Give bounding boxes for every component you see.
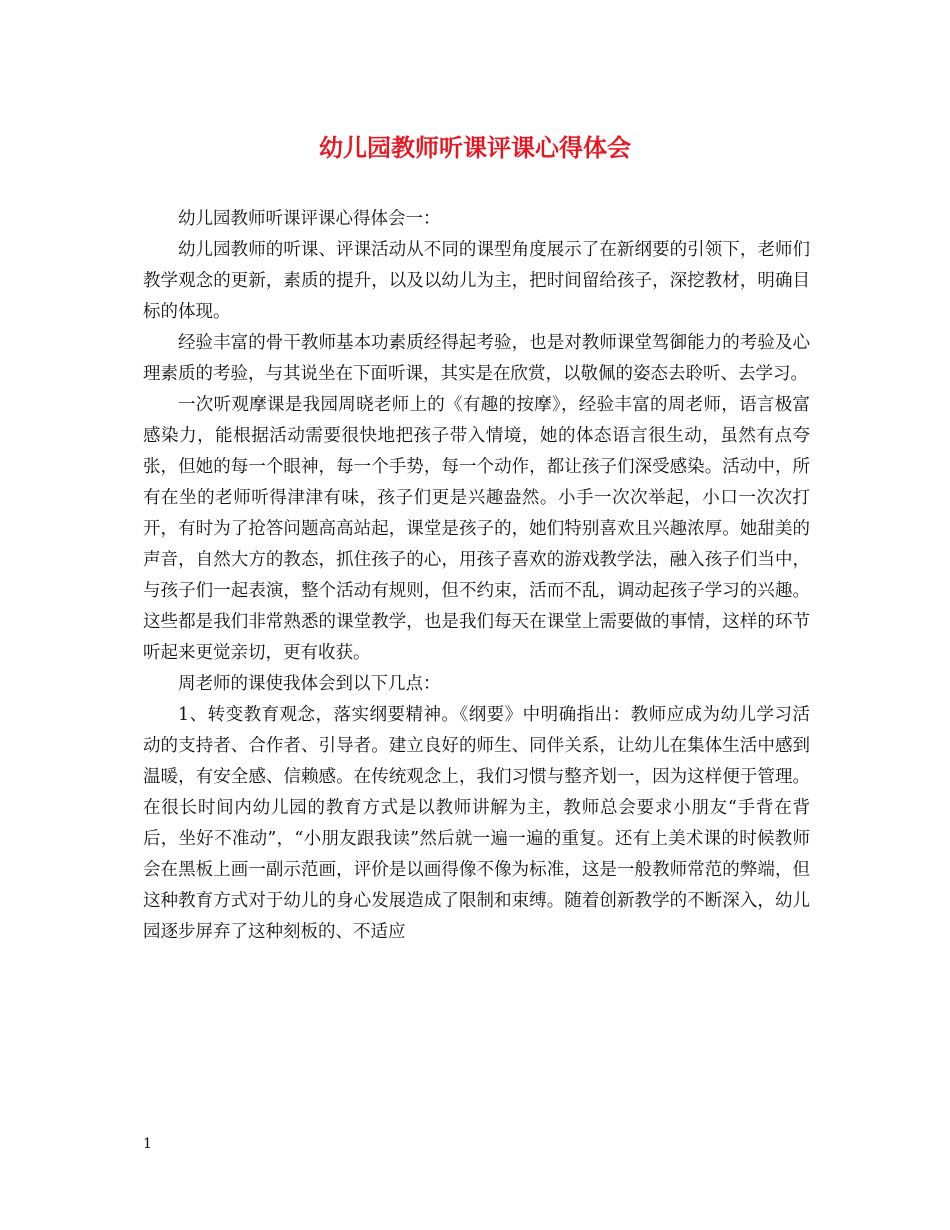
document-body <box>143 204 810 948</box>
document-title: 幼儿园教师听课评课心得体会 <box>319 133 631 162</box>
paragraph: 一次听观摩课是我园周晓老师上的《有趣的按摩》，经验丰富的周老师，语言极富感染力，能根据活动需要很快地把孩子带入情境，她的体态语言很生动，虽然有点夸张，但她的每一个眼神，每一个手势，每一个动作，都让孩子们深受感染。活动中，所有在坐的老师听得津津有味，孩子们更是兴趣盎然。小手一次次举起，小口一次次打开，有时为了抢答问题高高站起，课堂是孩子的，她们特别喜欢且兴趣浓厚。她甜美的声音，自然大方的教态，抓住孩子的心，用孩子喜欢的游戏教学法，融入孩子们当中，与孩子们一起表演，整个活动有规则，但不约束，活而不乱，调动起孩子学习的兴趣。这些都是我们非常熟悉的课堂教学，也是我们每天在课堂上需要做的事情，这样的环节听起来更觉亲切，更有收获。 <box>143 395 810 663</box>
paragraph: 经验丰富的骨干教师基本功素质经得起考验，也是对教师课堂驾御能力的考验及心理素质的考验，与其说坐在下面听课，其实是在欣赏，以敬佩的姿态去聆听、去学习。 <box>143 333 810 384</box>
page-number: 1 <box>143 1136 152 1152</box>
paragraph: 幼儿园教师的听课、评课活动从不同的课型角度展示了在新纲要的引领下，老师们教学观念的更新，素质的提升，以及以幼儿为主，把时间留给孩子，深挖教材，明确目标的体现。 <box>143 240 810 322</box>
paragraph: 1、转变教育观念，落实纲要精神。《纲要》中明确指出：教师应成为幼儿学习活动的支持者、合作者、引导者。建立良好的师生、同伴关系，让幼儿在集体生活中感到温暖，有安全感、信赖感。在传统观念上，我们习惯与整齐划一，因为这样便于管理。在很长时间内幼儿园的教育方式是以教师讲解为主，教师总会要求小朋友“手背在背后，坐好不准动”，“小朋友跟我读”然后就一遍一遍的重复。还有上美术课的时候教师会在黑板上画一副示范画，评价是以画得像不像为标准，这是一般教师常范的弊端，但这种教育方式对于幼儿的身心发展造成了限制和束缚。随着创新教学的不断深入，幼儿园逐步屏弃了这种刻板的、不适应 <box>143 705 810 942</box>
paragraph: 周老师的课使我体会到以下几点： <box>178 674 441 694</box>
section-heading: 幼儿园教师听课评课心得体会一： <box>178 209 441 229</box>
